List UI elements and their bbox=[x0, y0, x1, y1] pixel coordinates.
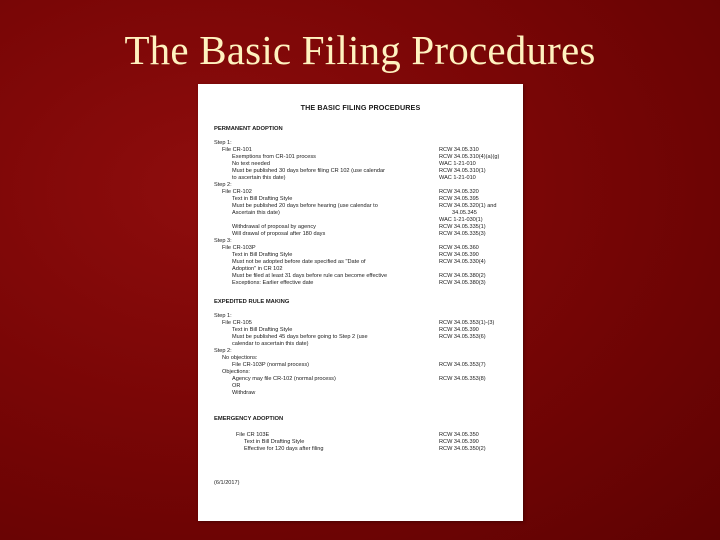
procedure-item: to ascertain this date) bbox=[232, 175, 286, 181]
statute-reference: WAC 1-21-010 bbox=[439, 175, 476, 181]
procedure-item: Must not be adopted before date specified as "Date of bbox=[232, 259, 366, 265]
procedure-item: Withdraw bbox=[232, 390, 256, 396]
statute-reference: RCW 34.05.330(4) bbox=[439, 259, 486, 265]
statute-reference: RCW 34.05.335(3) bbox=[439, 231, 486, 237]
statute-reference: 34.05.345 bbox=[452, 210, 477, 216]
statute-reference: RCW 34.05.390 bbox=[439, 327, 479, 333]
section-heading-permanent: PERMANENT ADOPTION bbox=[214, 126, 283, 132]
procedure-item: Agency may file CR-102 (normal process) bbox=[232, 376, 336, 382]
procedure-item: calendar to ascertain this date) bbox=[232, 341, 309, 347]
procedure-item: OR bbox=[232, 383, 241, 389]
statute-reference: RCW 34.05.310(1) bbox=[439, 168, 486, 174]
procedure-item: Ascertain this date) bbox=[232, 210, 280, 216]
procedure-item: File CR-102 bbox=[222, 189, 252, 195]
section-heading-emergency: EMERGENCY ADOPTION bbox=[214, 416, 284, 422]
step-label: Step 3: bbox=[214, 238, 232, 244]
statute-reference: RCW 34.05.350 bbox=[439, 432, 479, 438]
procedure-item: Exceptions: Earlier effective date bbox=[232, 280, 314, 286]
procedure-item: File CR-105 bbox=[222, 320, 252, 326]
procedure-item: Must be published 45 days before going to Step 2 (use bbox=[232, 334, 368, 340]
statute-reference: RCW 34.05.310 bbox=[439, 147, 479, 153]
procedure-item: No objections: bbox=[222, 355, 258, 361]
procedure-item: No text needed bbox=[232, 161, 270, 167]
filing-procedures-document bbox=[198, 84, 523, 521]
statute-reference: RCW 34.05.380(3) bbox=[439, 280, 486, 286]
procedure-item: File CR-101 bbox=[222, 147, 252, 153]
statute-reference: RCW 34.05.320 bbox=[439, 189, 479, 195]
procedure-item: Will drawal of proposal after 180 days bbox=[232, 231, 326, 237]
procedure-item: Must be published 30 days before filing CR 102 (use calendar bbox=[232, 168, 385, 174]
statute-reference: RCW 34.05.353(8) bbox=[439, 376, 486, 382]
statute-reference: RCW 34.05.350(2) bbox=[439, 446, 486, 452]
section-heading-expedited: EXPEDITED RULE MAKING bbox=[214, 299, 290, 305]
step-label: Step 2: bbox=[214, 348, 232, 354]
procedure-item: Adoption" in CR 102 bbox=[232, 266, 283, 272]
statute-reference: RCW 34.05.353(6) bbox=[439, 334, 486, 340]
procedure-item: Text in Bill Drafting Style bbox=[232, 327, 293, 333]
statute-reference: RCW 34.05.380(2) bbox=[439, 273, 486, 279]
statute-reference: RCW 34.05.320(1) and bbox=[439, 203, 497, 209]
procedure-item: File CR-103P (normal process) bbox=[232, 362, 309, 368]
step-label: Step 2: bbox=[214, 182, 232, 188]
statute-reference: WAC 1-21-030(1) bbox=[439, 217, 483, 223]
procedure-item: Exemptions from CR-101 process bbox=[232, 154, 316, 160]
statute-reference: RCW 34.05.390 bbox=[439, 252, 479, 258]
statute-reference: RCW 34.05.353(7) bbox=[439, 362, 486, 368]
procedure-item: Text in Bill Drafting Style bbox=[244, 439, 305, 445]
procedure-item: File CR 103E bbox=[236, 432, 270, 438]
procedure-item: Withdrawal of proposal by agency bbox=[232, 224, 316, 230]
procedure-item: Text in Bill Drafting Style bbox=[232, 252, 293, 258]
procedure-item: Must be published 20 days before hearing (use calendar to bbox=[232, 203, 378, 209]
statute-reference: RCW 34.05.390 bbox=[439, 439, 479, 445]
statute-reference: RCW 34.05.310(4)(a)(g) bbox=[439, 154, 500, 160]
statute-reference: WAC 1-21-010 bbox=[439, 161, 476, 167]
document-date: (6/1/2017) bbox=[214, 480, 240, 486]
statute-reference: RCW 34.05.335(1) bbox=[439, 224, 486, 230]
procedure-item: Text in Bill Drafting Style bbox=[232, 196, 293, 202]
procedure-item: File CR-103P bbox=[222, 245, 256, 251]
statute-reference: RCW 34.05.360 bbox=[439, 245, 479, 251]
statute-reference: RCW 34.05.353(1)-(3) bbox=[439, 320, 495, 326]
procedure-item: Effective for 120 days after filing bbox=[244, 446, 324, 452]
slide-title: The Basic Filing Procedures bbox=[124, 27, 596, 73]
step-label: Step 1: bbox=[214, 140, 232, 146]
statute-reference: RCW 34.05.395 bbox=[439, 196, 479, 202]
procedure-item: Must be filed at least 31 days before rule can become effective bbox=[232, 273, 388, 279]
procedure-item: Objections: bbox=[222, 369, 250, 375]
document-title: THE BASIC FILING PROCEDURES bbox=[300, 103, 421, 112]
step-label: Step 1: bbox=[214, 313, 232, 319]
